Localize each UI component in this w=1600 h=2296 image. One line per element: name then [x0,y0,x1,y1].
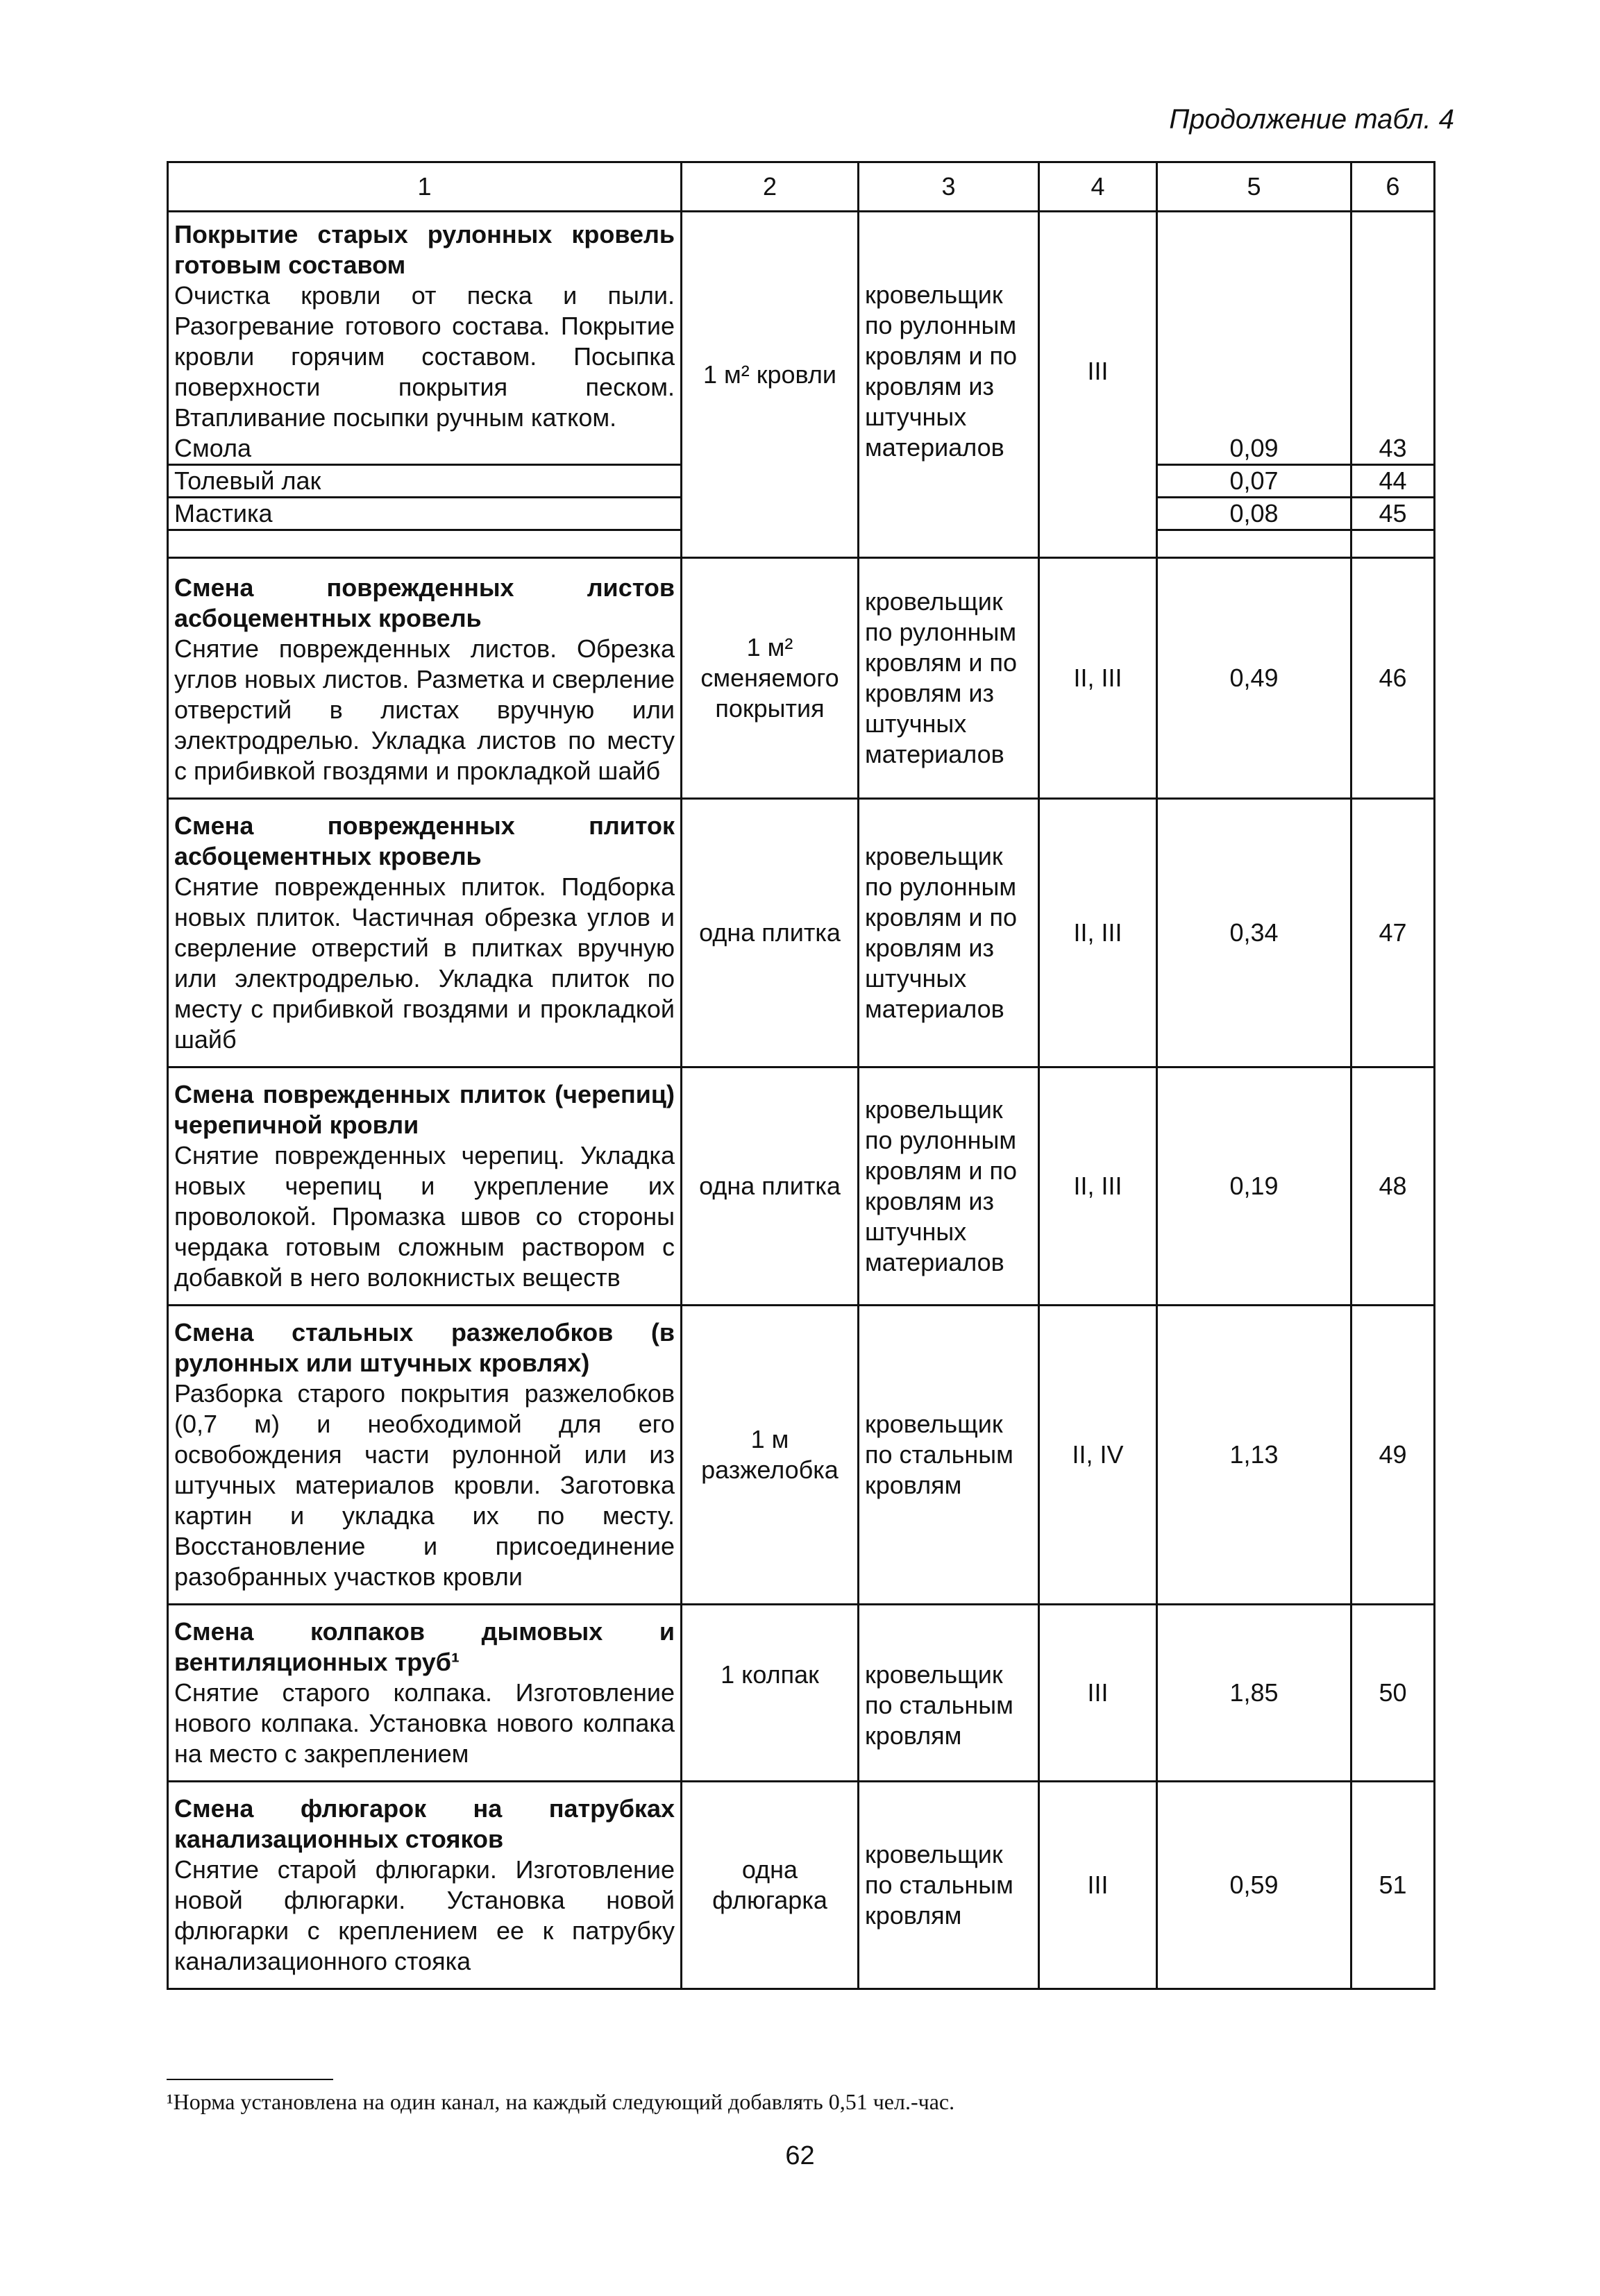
number-cell: 49 [1351,1306,1435,1605]
work-description [168,799,682,1067]
table-row [168,1782,1435,1989]
worker-cell: кровельщик по рулонным кровлям и по кровлям из штучных материалов [859,799,1039,1067]
norms-table [167,161,1435,1990]
number-cell: 51 [1351,1782,1435,1989]
table-row [168,212,1435,465]
section-title: Покрытие старых рулонных кровель готовым составом [174,220,675,279]
grade-cell: II, IV [1039,1306,1157,1605]
table-caption: Продолжение табл. 4 [1169,104,1454,135]
work-description [168,212,682,465]
value-cell: 0,19 [1157,1067,1351,1306]
unit-cell: одна плитка [682,799,859,1067]
number-cell: 48 [1351,1067,1435,1306]
header-col-1: 1 [168,162,682,212]
header-col-4: 4 [1039,162,1157,212]
grade-cell: III [1039,212,1157,530]
unit-cell: 1 м разжелобка [682,1306,859,1605]
section-title: Смена колпаков дымовых и вентиляционных труб¹ [174,1617,675,1676]
header-col-2: 2 [682,162,859,212]
number-cell: 43 [1351,212,1435,465]
value-cell: 0,08 [1157,498,1351,530]
footnote-divider [167,2079,333,2080]
page-number: 62 [785,2141,815,2170]
subrow-name: Мастика [168,498,682,530]
unit-cell: одна флюгарка [682,1782,859,1989]
value-cell: 1,85 [1157,1605,1351,1782]
grade-cell: III [1039,1782,1157,1989]
unit-cell: 1 м² кровли [682,212,859,530]
number-cell: 50 [1351,1605,1435,1782]
value-cell: 0,09 [1157,212,1351,465]
spacer-row [168,530,1435,558]
unit-cell: 1 колпак [682,1605,859,1782]
table-row [168,1605,1435,1782]
section-text: Разборка старого покрытия разжелобков (0,7 м) и необходимой для его освобождения части рулонной или из штучных материалов кровли. Заготовка картин и укладка их по месту. Восстановление и присоединение разобранных участков кровли [174,1379,675,1591]
worker-cell: кровельщик по рулонным кровлям и по кровлям из штучных материалов [859,558,1039,799]
unit-cell: 1 м² сменяемого покрытия [682,558,859,799]
section-text: Очистка кровли от песка и пыли. Разогревание готового состава. Покрытие кровли горячим составом. Посыпка поверхности покрытия песком. Втапливание посыпки ручным катком. [174,281,675,432]
header-col-5: 5 [1157,162,1351,212]
section-text: Снятие поврежденных листов. Обрезка углов новых листов. Разметка и сверление отверстий в листах вручную или электродрелью. Укладка листов по месту с прибивкой гвоздями и прокладкой шайб [174,634,675,785]
work-description [168,558,682,799]
worker-cell: кровельщик по рулонным кровлям и по кровлям из штучных материалов [859,1067,1039,1306]
number-cell: 44 [1351,465,1435,498]
worker-cell: кровельщик по стальным кровлям [859,1605,1039,1782]
header-col-6: 6 [1351,162,1435,212]
section-text: Снятие старой флюгарки. Изготовление новой флюгарки. Установка новой флюгарки с креплением ее к патрубку канализационного стояка [174,1855,675,1975]
grade-cell: II, III [1039,1067,1157,1306]
subrow-name: Смола [174,434,252,462]
number-cell: 47 [1351,799,1435,1067]
table-row [168,1067,1435,1306]
worker-cell: кровельщик по рулонным кровлям и по кровлям из штучных материалов [859,212,1039,530]
subrow-name: Толевый лак [168,465,682,498]
value-cell: 0,34 [1157,799,1351,1067]
work-description [168,1782,682,1989]
unit-cell: одна плитка [682,1067,859,1306]
table-header-row [168,162,1435,212]
section-title: Смена стальных разжелобков (в рулонных или штучных кровлях) [174,1318,675,1377]
number-cell: 45 [1351,498,1435,530]
grade-cell: II, III [1039,799,1157,1067]
header-col-3: 3 [859,162,1039,212]
table-row [168,799,1435,1067]
footnote: ¹Норма установлена на один канал, на каждый следующий добавлять 0,51 чел.-час. [167,2089,955,2114]
grade-cell: III [1039,1605,1157,1782]
work-description [168,1605,682,1782]
section-text: Снятие поврежденных черепиц. Укладка новых черепиц и укрепление их проволокой. Промазка швов со стороны чердака готовым сложным раствором с добавкой в него волокнистых веществ [174,1141,675,1292]
section-text: Снятие старого колпака. Изготовление нового колпака. Установка нового колпака на место с закреплением [174,1678,675,1768]
value-cell: 1,13 [1157,1306,1351,1605]
section-title: Смена флюгарок на патрубках канализационных стояков [174,1794,675,1853]
table-row [168,558,1435,799]
value-cell: 0,49 [1157,558,1351,799]
grade-cell: II, III [1039,558,1157,799]
worker-cell: кровельщик по стальным кровлям [859,1306,1039,1605]
section-title: Смена поврежденных плиток асбоцементных кровель [174,811,675,870]
section-text: Снятие поврежденных плиток. Подборка новых плиток. Частичная обрезка углов и сверление отверстий в плитках вручную или электродрелью. Укладка плиток по месту с прибивкой гвоздями и прокладкой шайб [174,872,675,1054]
section-title: Смена поврежденных листов асбоцементных кровель [174,573,675,632]
number-cell: 46 [1351,558,1435,799]
value-cell: 0,59 [1157,1782,1351,1989]
work-description [168,1067,682,1306]
section-title: Смена поврежденных плиток (черепиц) черепичной кровли [174,1080,675,1139]
table-row [168,1306,1435,1605]
value-cell: 0,07 [1157,465,1351,498]
worker-cell: кровельщик по стальным кровлям [859,1782,1039,1989]
work-description [168,1306,682,1605]
